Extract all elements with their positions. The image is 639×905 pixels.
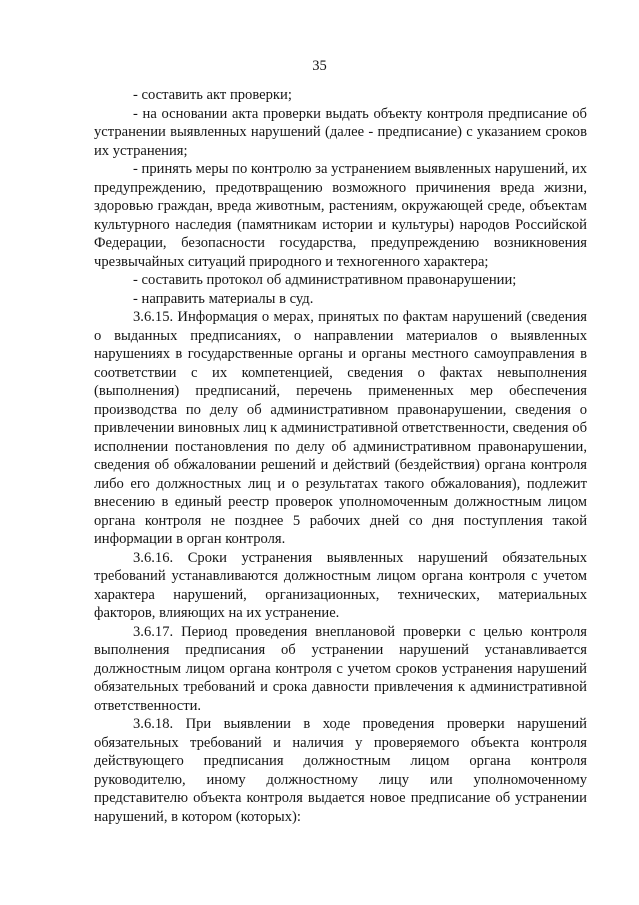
paragraph-send-to-court: - направить материалы в суд. (133, 290, 314, 307)
document-body (94, 86, 587, 826)
paragraph-3-6-18: 3.6.18. При выявлении в ходе проведения проверки нарушений обязательных требований и наличия у проверяемого объекта контроля действующего предписания должностным лицом органа контроля руководителю, иному должностному лицу или уполномоченному представителю объекта контроля выдается новое предписание об устранении нарушений, в котором (которых): (94, 716, 587, 825)
paragraph-offense-protocol: - составить протокол об административном правонарушении; (133, 272, 517, 288)
paragraph-issue-order: - на основании акта проверки выдать объекту контроля предписание об устранении выявленных нарушений (далее - предписание) с указанием сроков их устранения; (94, 105, 587, 159)
page-number: 35 (312, 58, 327, 74)
paragraph-3-6-15: 3.6.15. Информация о мерах, принятых по фактам нарушений (сведения о выданных предписаниях, о направлении материалов о выявленных нарушениях в государственные органы и органы местного самоуправления в соответствии с их компетенцией, сведения о фактах невыполнения (выполнения) предписаний, перечень примененных мер обеспечения производства по делу об административном правонарушении, сведения о привлечении виновных лиц к административной ответственности, сведения об исполнении постановления по делу об административном правонарушении, сведения об обжаловании решений и действий (бездействия) органа контроля либо его должностных лиц и о результатах такого обжалования), подлежит внесению в единый реестр проверок уполномоченным должностным лицом органа контроля не позднее 5 рабочих дней со дня поступления такой информации в орган контроля. (94, 309, 587, 547)
paragraph-3-6-16: 3.6.16. Сроки устранения выявленных нарушений обязательных требований устанавливаются должностным лицом органа контроля с учетом характера нарушений, организационных, технических, материальных факторов, влияющих на их устранение. (94, 549, 587, 621)
paragraph-act-of-inspection: - составить акт проверки; (133, 87, 292, 103)
paragraph-3-6-17: 3.6.17. Период проведения внеплановой проверки с целью контроля выполнения предписания об устранении нарушений устанавливается должностным лицом органа контроля с учетом сроков устранения нарушений обязательных требований и срока давности привлечения к административной ответственности. (94, 623, 587, 714)
paragraph-control-measures: - принять меры по контролю за устранением выявленных нарушений, их предупреждению, предотвращению возможного причинения вреда жизни, здоровью граждан, вреда животным, растениям, окружающей среде, объектам культурного наследия (памятникам истории и культуры) народов Российской Федерации, безопасности государства, предупреждению возникновения чрезвычайных ситуаций природного и техногенного характера; (94, 161, 587, 270)
